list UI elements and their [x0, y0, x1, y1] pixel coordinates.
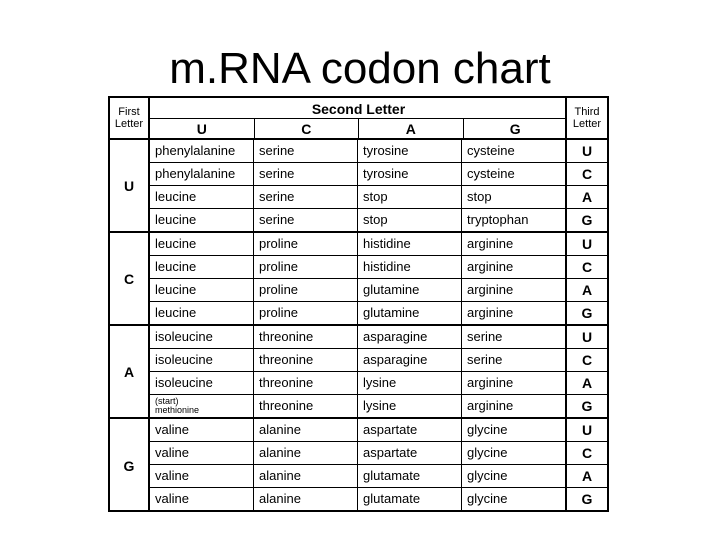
amino-acid-cell: aspartate: [358, 442, 462, 464]
column-header: A: [359, 119, 464, 138]
codon-group: [110, 233, 607, 326]
column-header: G: [509, 121, 521, 137]
third-letter-cell: U: [567, 140, 607, 163]
amino-acid-cell: arginine: [467, 398, 514, 413]
table-row: [150, 349, 565, 372]
amino-acid-cell: isoleucine: [150, 349, 254, 371]
table-row: [150, 279, 565, 302]
table-row: [150, 233, 565, 256]
amino-acid-cell: serine: [254, 209, 358, 232]
first-letter-header-line2: Letter: [114, 118, 144, 130]
third-letter-column: [565, 326, 607, 417]
amino-acid-cell: stop: [358, 186, 462, 208]
third-letter-cell: G: [581, 398, 593, 414]
table-row: [150, 419, 565, 442]
amino-acid-cell: serine: [254, 140, 358, 162]
amino-acid-cell: cysteine: [467, 143, 515, 158]
amino-acid-cell: glycine: [467, 422, 508, 437]
amino-acid-cell: leucine: [150, 186, 254, 208]
third-letter-cell: A: [567, 279, 607, 302]
amino-acid-cell: leucine: [150, 233, 254, 255]
amino-acid-cell: glutamate: [358, 488, 462, 511]
amino-acid-cell: histidine: [358, 233, 462, 255]
amino-acid-cell: threonine: [254, 395, 358, 418]
amino-acid-cell: alanine: [254, 465, 358, 487]
table-row: [150, 488, 565, 511]
table-row: [150, 209, 565, 232]
amino-acid-cell: arginine: [467, 375, 514, 390]
amino-acid-cell: phenylalanine: [150, 163, 254, 185]
third-letter-column: [565, 419, 607, 512]
codon-rows: [150, 233, 565, 324]
amino-acid-cell: alanine: [254, 419, 358, 441]
third-letter-cell: G: [581, 305, 593, 321]
first-letter-header: [110, 98, 150, 140]
amino-acid-cell: glycine: [467, 468, 508, 483]
amino-acid-cell: serine: [467, 352, 503, 367]
third-letter-header-line2: Letter: [572, 118, 602, 130]
third-letter-cell: U: [567, 326, 607, 349]
amino-acid-cell: lysine: [358, 395, 462, 418]
third-letter-column: [565, 233, 607, 324]
amino-acid-cell: proline: [254, 233, 358, 255]
second-letter-title: Second Letter: [311, 101, 406, 117]
codon-rows: [150, 140, 565, 231]
amino-acid-cell: asparagine: [358, 326, 462, 348]
table-row: [150, 186, 565, 209]
third-letter-header: [565, 98, 607, 140]
first-letter-cell: C: [110, 233, 150, 324]
first-letter-cell: G: [110, 419, 150, 512]
second-letter-columns: [150, 118, 567, 138]
codon-table: [108, 96, 609, 512]
third-letter-header-line1: Third: [574, 106, 600, 118]
third-letter-cell: C: [567, 163, 607, 186]
amino-acid-cell: glutamate: [358, 465, 462, 487]
amino-acid-cell: valine: [150, 465, 254, 487]
amino-acid-cell: serine: [254, 163, 358, 185]
third-letter-column: [565, 140, 607, 231]
third-letter-cell: C: [567, 442, 607, 465]
amino-acid-cell: leucine: [150, 279, 254, 301]
amino-acid-cell: threonine: [254, 326, 358, 348]
amino-acid-cell: glutamine: [358, 302, 462, 325]
amino-acid-cell: (start) methionine: [150, 395, 254, 418]
amino-acid-cell: glycine: [467, 445, 508, 460]
amino-acid-cell: alanine: [254, 442, 358, 464]
amino-acid-cell: stop: [467, 189, 492, 204]
page-title: m.RNA codon chart: [169, 44, 551, 93]
third-letter-cell: A: [567, 465, 607, 488]
amino-acid-cell: alanine: [254, 488, 358, 511]
third-letter-cell: U: [567, 233, 607, 256]
amino-acid-cell: proline: [254, 279, 358, 301]
codon-rows: [150, 419, 565, 512]
second-letter-header: [150, 98, 567, 140]
column-header: C: [255, 119, 360, 138]
column-header: U: [150, 119, 255, 138]
table-row: [150, 326, 565, 349]
table-row: [150, 372, 565, 395]
first-letter-cell: U: [110, 140, 150, 231]
third-letter-cell: A: [567, 372, 607, 395]
amino-acid-cell: arginine: [467, 259, 514, 274]
amino-acid-cell: leucine: [150, 209, 254, 232]
amino-acid-cell: tryptophan: [467, 212, 529, 227]
third-letter-cell: C: [567, 256, 607, 279]
amino-acid-cell: phenylalanine: [150, 140, 254, 162]
table-row: [150, 140, 565, 163]
amino-acid-cell: isoleucine: [150, 372, 254, 394]
amino-acid-cell: cysteine: [467, 166, 515, 181]
table-row: [150, 302, 565, 325]
amino-acid-cell: serine: [254, 186, 358, 208]
amino-acid-cell: leucine: [150, 256, 254, 278]
amino-acid-cell: isoleucine: [150, 326, 254, 348]
amino-acid-cell: threonine: [254, 349, 358, 371]
codon-rows: [150, 326, 565, 417]
amino-acid-cell: stop: [358, 209, 462, 232]
table-row: [150, 163, 565, 186]
amino-acid-cell: glutamine: [358, 279, 462, 301]
third-letter-cell: A: [567, 186, 607, 209]
amino-acid-cell: histidine: [358, 256, 462, 278]
amino-acid-cell: proline: [254, 256, 358, 278]
amino-acid-cell: lysine: [358, 372, 462, 394]
table-row: [150, 442, 565, 465]
codon-group: [110, 140, 607, 233]
amino-acid-cell: valine: [150, 419, 254, 441]
amino-acid-cell: glycine: [467, 491, 508, 506]
amino-acid-cell: tyrosine: [358, 163, 462, 185]
amino-acid-cell: aspartate: [358, 419, 462, 441]
amino-acid-cell: valine: [150, 488, 254, 511]
table-row: [150, 256, 565, 279]
amino-acid-cell: asparagine: [358, 349, 462, 371]
third-letter-cell: U: [567, 419, 607, 442]
amino-acid-cell: leucine: [150, 302, 254, 325]
amino-acid-cell: threonine: [254, 372, 358, 394]
amino-acid-cell: serine: [467, 329, 503, 344]
amino-acid-cell: arginine: [467, 236, 514, 251]
third-letter-cell: G: [581, 491, 593, 507]
amino-acid-cell: arginine: [467, 305, 514, 320]
amino-acid-cell: valine: [150, 442, 254, 464]
amino-acid-cell: proline: [254, 302, 358, 325]
codon-group: [110, 419, 607, 512]
table-body: [110, 140, 607, 510]
third-letter-cell: G: [581, 212, 593, 228]
third-letter-cell: C: [567, 349, 607, 372]
amino-acid-cell: tyrosine: [358, 140, 462, 162]
codon-group: [110, 326, 607, 419]
first-letter-cell: A: [110, 326, 150, 417]
table-row: [150, 465, 565, 488]
first-letter-header-line1: First: [118, 106, 140, 118]
amino-acid-cell: arginine: [467, 282, 514, 297]
table-row: [150, 395, 565, 418]
